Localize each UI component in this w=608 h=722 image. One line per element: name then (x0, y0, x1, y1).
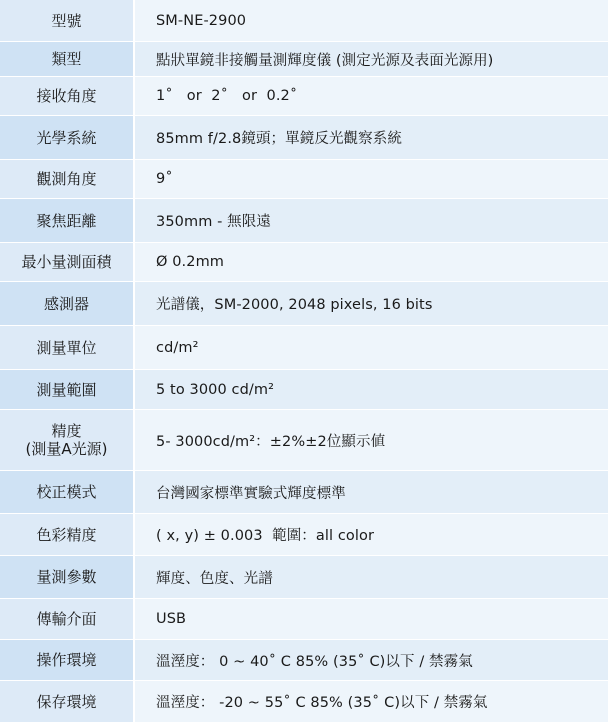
spec-value-text: 5- 3000cd/m²：±2%±2位顯示値 (156, 433, 386, 450)
spec-value-text: USB (156, 611, 187, 627)
spec-label (0, 160, 133, 198)
spec-label (0, 243, 133, 281)
spec-row-type (0, 42, 608, 76)
spec-value (135, 42, 608, 76)
spec-value (135, 326, 608, 369)
spec-label (0, 326, 133, 369)
spec-value (135, 599, 608, 639)
spec-label-text: 感測器 (43, 294, 89, 313)
spec-row-model (0, 0, 608, 41)
spec-label-text: 精度 (51, 422, 82, 440)
spec-row-min-area (0, 243, 608, 281)
spec-value-text: 1˚ or 2˚ or 0.2˚ (156, 88, 298, 104)
spec-row-storage-env (0, 681, 608, 722)
spec-row-viewing-angle (0, 160, 608, 198)
spec-label-text: 保存環境 (36, 692, 97, 711)
spec-label (0, 77, 133, 115)
spec-value (135, 640, 608, 680)
spec-label (0, 681, 133, 722)
spec-label-text: 觀測角度 (36, 170, 97, 188)
spec-value-text: 5 to 3000 cd/m² (156, 381, 275, 398)
spec-value-text: 點狀單鏡非接觸量測輝度儀 (測定光源及表面光源用) (156, 52, 494, 69)
spec-value-text: 光譜儀，SM-2000, 2048 pixels, 16 bits (156, 297, 433, 313)
spec-label (0, 199, 133, 242)
spec-value-text: SM-NE-2900 (156, 12, 247, 29)
spec-label (0, 370, 133, 409)
spec-row-calibration (0, 471, 608, 513)
spec-row-acceptance-angle (0, 77, 608, 115)
spec-value (135, 471, 608, 513)
spec-row-optical-system (0, 116, 608, 159)
spec-label-text: 類型 (51, 50, 82, 68)
spec-value (135, 77, 608, 115)
spec-row-focus-distance (0, 199, 608, 242)
spec-value-text: Ø 0.2mm (156, 254, 225, 270)
spec-row-color-accuracy (0, 514, 608, 555)
spec-value-text: 350mm - 無限遠 (156, 214, 271, 230)
spec-label (0, 556, 133, 598)
spec-row-parameters (0, 556, 608, 598)
spec-value (135, 681, 608, 722)
spec-label-text: 光學系統 (36, 128, 97, 147)
spec-value (135, 556, 608, 598)
spec-value (135, 160, 608, 198)
spec-value-text: 輝度、色度、光譜 (156, 570, 273, 587)
spec-value (135, 0, 608, 41)
spec-row-operating-env (0, 640, 608, 680)
spec-label (0, 514, 133, 555)
spec-row-range (0, 370, 608, 409)
spec-label-text: 色彩精度 (36, 525, 97, 544)
spec-label (0, 116, 133, 159)
spec-label (0, 0, 133, 41)
spec-value-text: cd/m² (156, 339, 199, 356)
spec-label-text: 測量範圍 (36, 380, 97, 399)
spec-value-text: 9˚ (156, 171, 173, 187)
spec-label-subtext: (測量A光源) (25, 440, 108, 458)
spec-label-text: 最小量測面積 (21, 253, 112, 271)
spec-value-text: 85mm f/2.8鏡頭；單鏡反光觀察系統 (156, 131, 402, 147)
spec-label-text: 傳輸介面 (36, 610, 97, 628)
spec-label (0, 410, 133, 470)
spec-label-text: 聚焦距離 (36, 211, 97, 230)
spec-label-text: 操作環境 (36, 651, 97, 669)
spec-row-interface (0, 599, 608, 639)
spec-row-unit (0, 326, 608, 369)
spec-value-text: 台灣國家標準實驗式輝度標準 (156, 485, 346, 502)
spec-label-text: 量測參數 (36, 568, 97, 586)
spec-label (0, 640, 133, 680)
spec-value-text: 溫溼度： -20 ~ 55˚ C 85% (35˚ C)以下 / 禁霧氣 (156, 695, 488, 711)
spec-label (0, 282, 133, 325)
spec-label-text: 接收角度 (36, 87, 97, 105)
spec-value (135, 116, 608, 159)
spec-label (0, 599, 133, 639)
spec-label-text: 型號 (51, 11, 82, 30)
spec-label-text: 測量單位 (36, 338, 97, 357)
spec-label (0, 42, 133, 76)
spec-value (135, 199, 608, 242)
spec-value-text: ( x, y) ± 0.003 範圍：all color (156, 528, 375, 544)
spec-value (135, 514, 608, 555)
spec-value (135, 243, 608, 281)
spec-value (135, 410, 608, 470)
spec-value-text: 溫溼度： 0 ~ 40˚ C 85% (35˚ C)以下 / 禁霧氣 (156, 653, 473, 670)
spec-value (135, 282, 608, 325)
spec-label-text: 校正模式 (36, 483, 97, 501)
spec-label (0, 471, 133, 513)
spec-row-sensor (0, 282, 608, 325)
spec-row-accuracy (0, 410, 608, 470)
spec-value (135, 370, 608, 409)
